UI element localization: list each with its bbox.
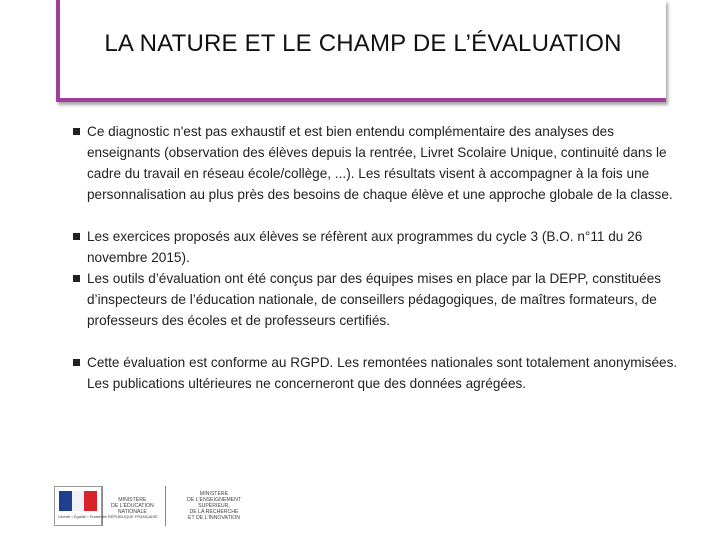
french-flag-icon <box>59 491 97 511</box>
bullet-item: Les exercices proposés aux élèves se réfèrent aux programmes du cycle 3 (B.O. n°11 du 26 novembre 2015). <box>73 226 683 268</box>
logo-text: Liberté • Égalité • Fraternité RÉPUBLIQUE FRANÇAISE <box>58 514 158 519</box>
bullet-item: Ce diagnostic n'est pas exhaustif et est bien entendu complémentaire des analyses des enseignants (observation des élèves depuis la rentrée, Livret Scolaire Unique, continuité dans le cadre du travail en réseau école/collège, ...). Les résultats visent à accompagner à la fois une personnalisation au plus près des besoins de chaque élève et une approche globale de la classe. <box>73 121 683 205</box>
ministry-education-label: MINISTÈRE DE L'ÉDUCATION NATIONALE <box>102 486 165 526</box>
footer-logos <box>54 486 262 526</box>
title-frame <box>56 0 666 102</box>
bullet-item: Cette évaluation est conforme au RGPD. Les remontées nationales sont totalement anonymisées. Les publications ultérieures ne concerneront que des données agrégées. <box>73 352 683 394</box>
bullet-list <box>73 121 683 394</box>
ministry-higher-education-label: MINISTÈRE DE L'ENSEIGNEMENT SUPÉRIEUR, DE LA RECHERCHE ET DE L'INNOVATION <box>165 486 262 526</box>
bullet-item: Les outils d’évaluation ont été conçus par des équipes mises en place par la DEPP, constituées d’inspecteurs de l’éducation nationale, de conseillers pédagogiques, de maîtres formateurs, de professeurs des écoles et de professeurs certifiés. <box>73 268 683 331</box>
page-title: LA NATURE ET LE CHAMP DE L’ÉVALUATION <box>104 30 622 57</box>
